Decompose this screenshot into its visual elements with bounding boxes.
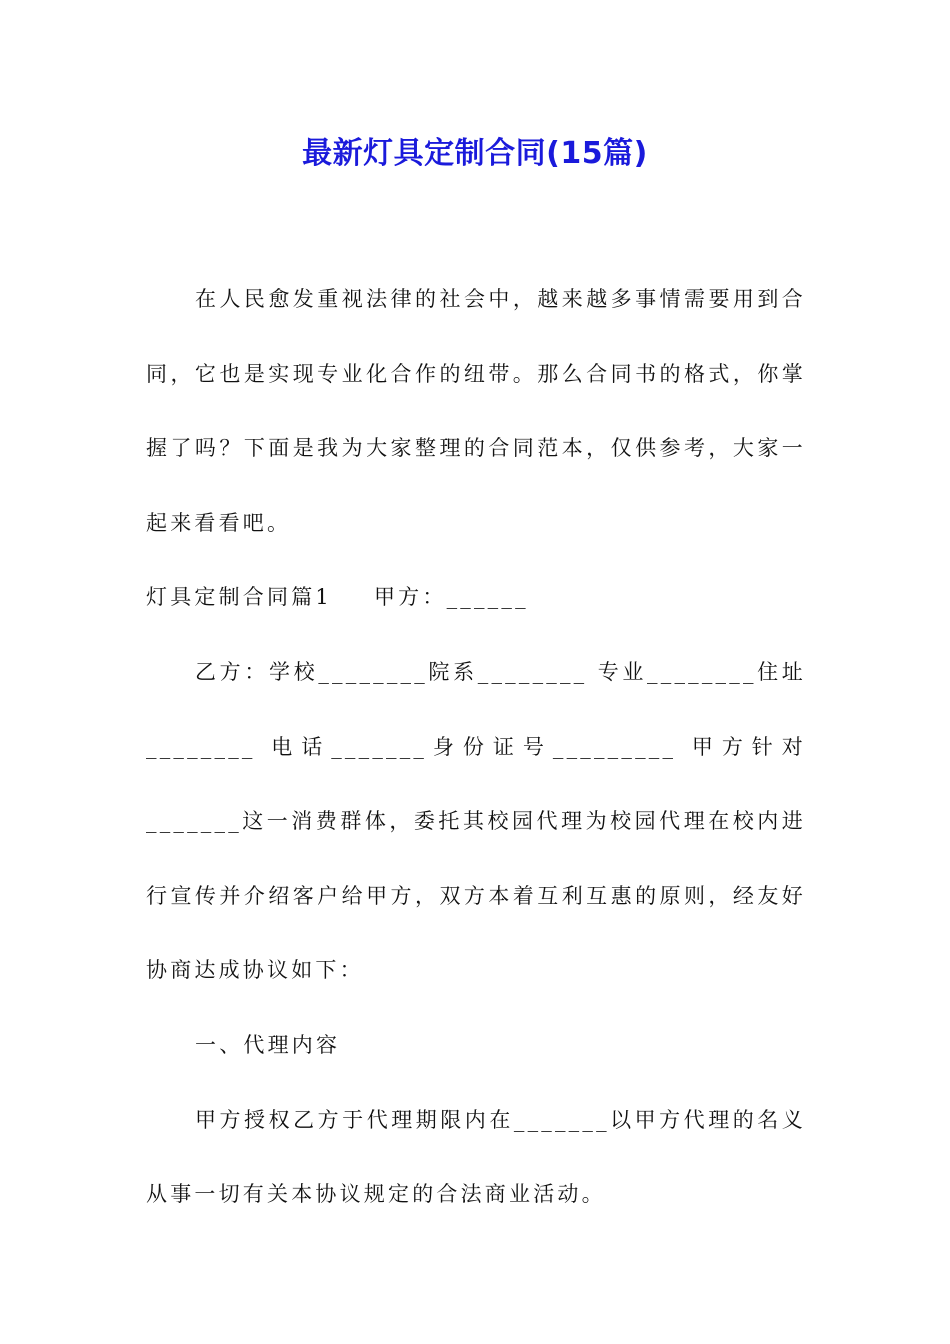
- section-heading: 灯具定制合同篇1: [146, 585, 332, 610]
- document-title: 最新灯具定制合同(15篇): [302, 136, 648, 171]
- document-body: [146, 262, 806, 1232]
- party-b-paragraph: 乙方：学校________院系________ 专业________住址________ 电话_______身份证号_________ 甲方针对_______这一消费群体，委托其校园代理为校园代理在校内进行宣传并介绍客户给甲方，双方本着互利互惠的原则，经友好协商达成协议如下：: [146, 659, 806, 983]
- section-line: [146, 560, 806, 635]
- party-a-line: 甲方：______: [373, 585, 529, 610]
- intro-paragraph: 在人民愈发重视法律的社会中，越来越多事情需要用到合同，它也是实现专业化合作的纽带。那么合同书的格式，你掌握了吗？下面是我为大家整理的合同范本，仅供参考，大家一起来看看吧。: [146, 287, 806, 535]
- clause-paragraph: 甲方授权乙方于代理期限内在_______以甲方代理的名义从事一切有关本协议规定的合法商业活动。: [146, 1107, 806, 1207]
- clause-heading: 一、代理内容: [195, 1032, 341, 1057]
